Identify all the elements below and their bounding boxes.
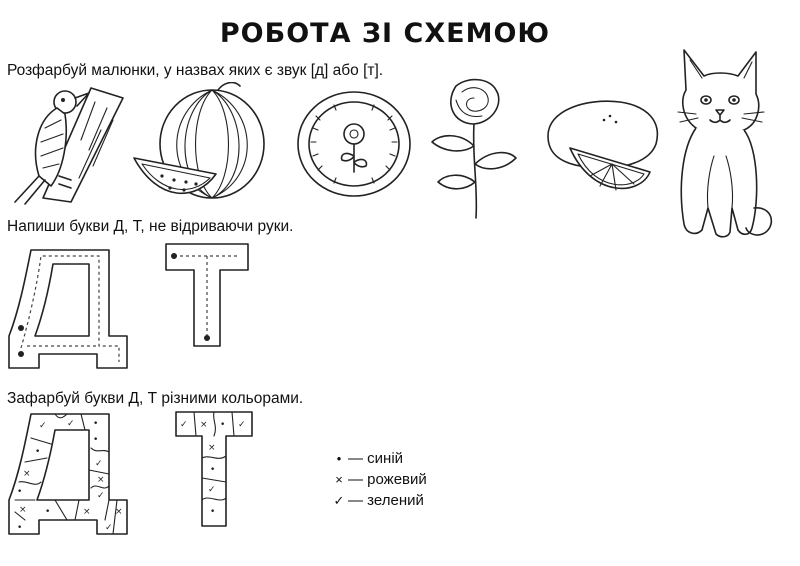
cross-mark-icon: ×	[335, 472, 343, 487]
page-title: РОБОТА ЗІ СХЕМОЮ	[219, 18, 551, 49]
svg-text:✓: ✓	[95, 459, 103, 469]
task-write-letters: Напиши букви Д, Т, не відриваючи руки.	[7, 218, 294, 235]
trace-letter-t[interactable]	[162, 240, 252, 350]
svg-text:×: ×	[83, 507, 91, 517]
svg-text:×: ×	[115, 507, 123, 517]
color-legend	[330, 448, 427, 511]
svg-text:×: ×	[97, 475, 105, 485]
svg-text:×: ×	[19, 505, 27, 515]
svg-text:✓: ✓	[67, 419, 75, 429]
legend-item-pink	[330, 469, 427, 490]
svg-text:•: •	[93, 419, 99, 429]
trace-letter-d[interactable]	[5, 240, 130, 370]
svg-text:✓: ✓	[97, 491, 105, 501]
svg-text:•: •	[210, 507, 216, 517]
legend-label: — синій	[348, 450, 404, 467]
cat-icon[interactable]	[672, 38, 782, 242]
legend-item-green	[330, 490, 427, 511]
svg-text:×: ×	[208, 443, 216, 453]
dot-mark-icon: •	[336, 451, 342, 466]
svg-text:•: •	[35, 447, 41, 457]
mosaic-letter-d[interactable]	[5, 408, 130, 538]
svg-text:•: •	[17, 523, 23, 533]
svg-text:•: •	[17, 487, 23, 497]
svg-text:✓: ✓	[105, 523, 113, 533]
legend-item-blue	[330, 448, 427, 469]
woodpecker-icon[interactable]	[3, 80, 128, 205]
mosaic-letter-t[interactable]	[174, 410, 254, 530]
svg-text:×: ×	[200, 420, 208, 430]
svg-text:•: •	[45, 507, 51, 517]
rose-icon[interactable]	[428, 76, 518, 222]
svg-text:✓: ✓	[180, 420, 188, 430]
task-color-pictures: Розфарбуй малюнки, у назвах яких є звук [д] або [т].	[7, 62, 384, 79]
watermelon-icon[interactable]	[130, 82, 280, 207]
svg-text:•: •	[210, 465, 216, 475]
plate-icon[interactable]	[296, 90, 414, 200]
task-color-letters: Зафарбуй букви Д, Т різними кольорами.	[7, 390, 304, 407]
check-mark-icon: ✓	[333, 492, 345, 508]
legend-label: — рожевий	[348, 471, 427, 488]
svg-text:✓: ✓	[208, 485, 216, 495]
legend-label: — зелений	[348, 492, 424, 509]
svg-text:✓: ✓	[39, 421, 47, 431]
lemon-icon[interactable]	[540, 92, 665, 196]
svg-text:×: ×	[23, 469, 31, 479]
svg-text:•: •	[93, 435, 99, 445]
svg-text:•: •	[220, 420, 226, 430]
svg-text:✓: ✓	[238, 420, 246, 430]
